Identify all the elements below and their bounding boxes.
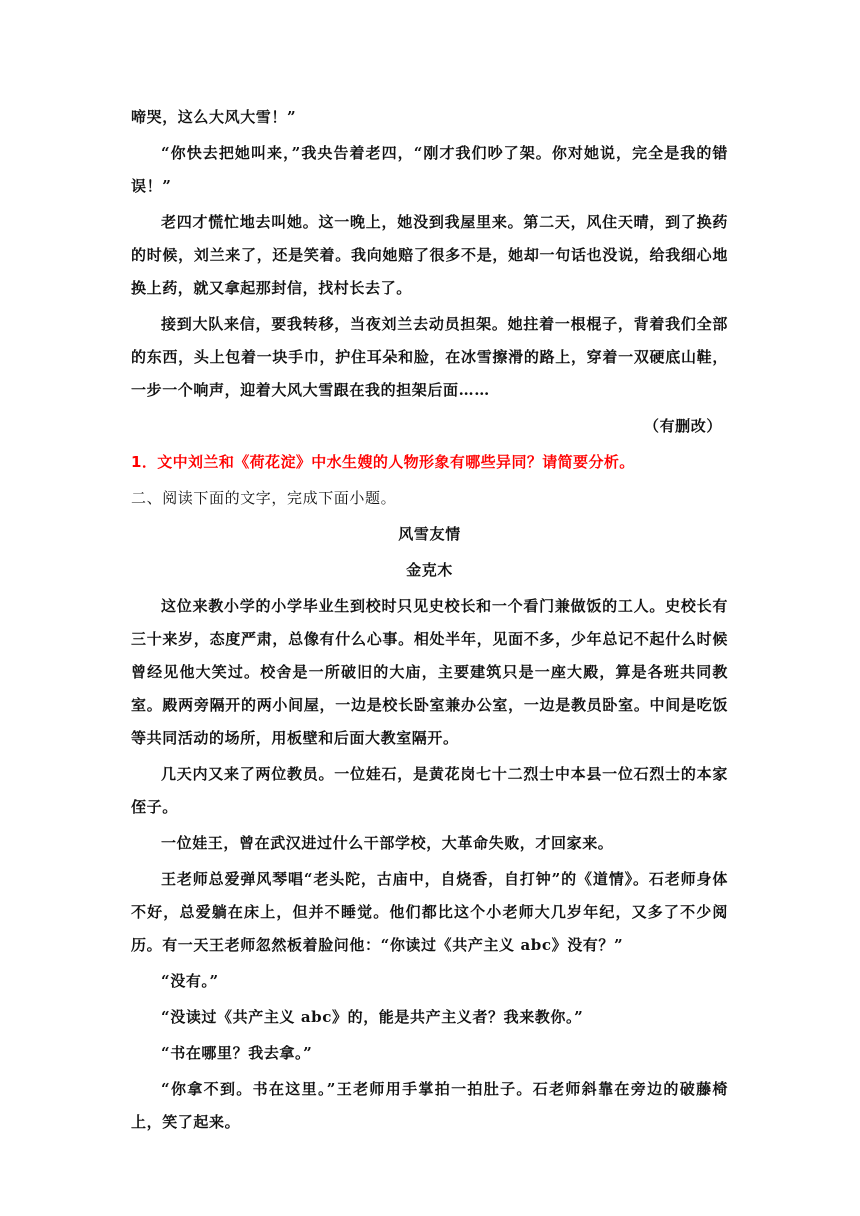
passage-paragraph: 老四才慌忙地去叫她。这一晚上，她没到我屋里来。第二天，风住天晴，到了换药的时候，刘兰来了，还是笑着。我向她赔了很多不是，她却一句话也没说，给我细心地换上药，就又拿起那封信，找村长去了。 [131,213,728,297]
document-page [131,101,728,1142]
article-paragraph: 这位来教小学的小学毕业生到校时只见史校长和一个看门兼做饭的工人。史校长有三十来岁，态度严肃，总像有什么心事。相处半年，见面不多，少年总记不起什么时候曾经见他大笑过。校舍是一所破旧的大庙，主要建筑只是一座大殿，算是各班共同教室。殿两旁隔开的两小间屋，一边是校长卧室兼办公室，一边是教员卧室。中间是吃饭等共同活动的场所，用板壁和后面大教室隔开。 [131,597,728,747]
edit-note: （有删改） [643,417,722,435]
article-paragraph: “你拿不到。书在这里。”王老师用手掌拍一拍肚子。石老师斜靠在旁边的破藤椅上，笑了起来。 [131,1080,728,1131]
article-paragraph: 一位娃王，曾在武汉进过什么干部学校，大革命失败，才回家来。 [161,834,614,852]
article-author: 金克木 [406,561,453,579]
article-paragraph: 王老师总爱弹风琴唱“老头陀，古庙中，自烧香，自打钟”的《道情》。石老师身体不好，总爱躺在床上，但并不睡觉。他们都比这个小老师大几岁年纪，又多了不少阅历。有一天王老师忽然板着脸问他：“你读过《共产主义 abc》没有？” [131,870,728,954]
question-1: 1．文中刘兰和《荷花淀》中水生嫂的人物形象有哪些异同？请简要分析。 [131,453,635,471]
passage-paragraph: “你快去把她叫来，”我央告着老四，“刚才我们吵了架。你对她说，完全是我的错误！” [131,144,728,195]
passage-paragraph: 啼哭，这么大风大雪！” [131,108,297,126]
article-title: 风雪友情 [398,525,461,543]
article-paragraph: “没有。” [161,972,219,990]
article-paragraph: 几天内又来了两位教员。一位娃石，是黄花岗七十二烈士中本县一位石烈士的本家侄子。 [131,765,728,816]
article-paragraph: “书在哪里？我去拿。” [161,1044,313,1062]
section-heading: 二、阅读下面的文字，完成下面小题。 [131,489,397,507]
article-paragraph: “没读过《共产主义 abc》的，能是共产主义者？我来教你。” [161,1008,584,1026]
passage-paragraph: 接到大队来信，要我转移，当夜刘兰去动员担架。她拄着一根棍子，背着我们全部的东西，头上包着一块手巾，护住耳朵和脸，在冰雪擦滑的路上，穿着一双硬底山鞋，一步一个响声，迎着大风大雪跟在我的担架后面…… [131,315,728,399]
